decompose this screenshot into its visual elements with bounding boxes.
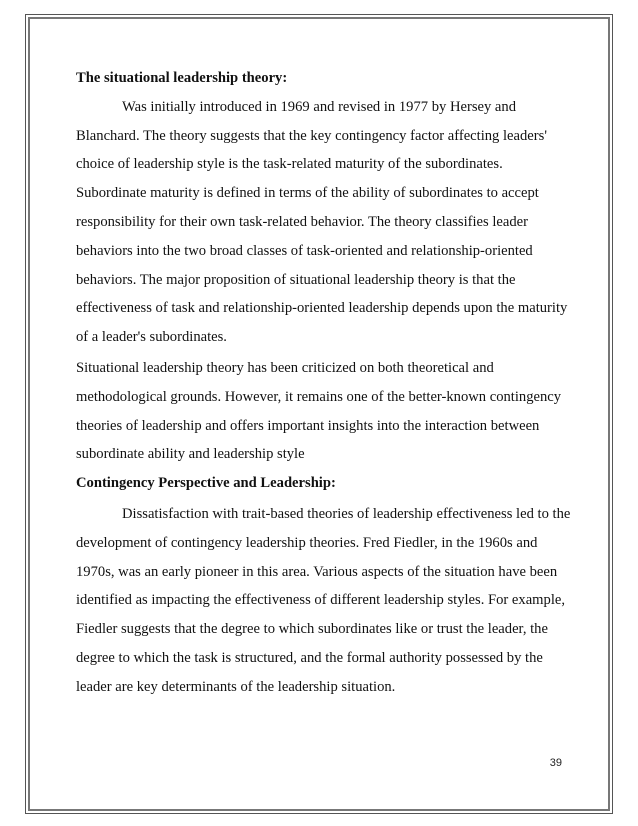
page-number: 39 (549, 757, 562, 769)
paragraph-contingency: Dissatisfaction with trait-based theories of leadership effectiveness led to the development of contingency leadership theories. Fred Fiedler, in the 1960s and 1970s, was an early pioneer in this area. Various aspects of the situation have been identified as impacting the effectiveness of different leadership styles. For example, Fiedler suggests that the degree to which subordinates like or trust the leader, the degree to which the task is structured, and the formal authority possessed by the leader are key determinants of the leadership situation. (76, 505, 571, 695)
paragraph-situational-critique: Situational leadership theory has been criticized on both theoretical and methodological grounds. However, it remains one of the better-known contingency theories of leadership and offers important insights into the interaction between subordinate ability and leadership style (76, 359, 562, 463)
document-body (76, 64, 572, 702)
section-heading-contingency: Contingency Perspective and Leadership: (76, 475, 336, 492)
section-heading-situational: The situational leadership theory: (76, 70, 288, 86)
paragraph-situational-intro: Was initially introduced in 1969 and revised in 1977 by Hersey and Blanchard. The theory suggests that the key contingency factor affecting leaders' choice of leadership style is the task-related maturity of the subordinates. Subordinate maturity is defined in terms of the ability of subordinates to accept responsibility for their own task-related behavior. The theory classifies leader behaviors into the two broad classes of task-oriented and relationship-oriented behaviors. The major proposition of situational leadership theory is that the effectiveness of task and relationship-oriented leadership depends upon the maturity of a leader's subordinates. (76, 98, 568, 346)
